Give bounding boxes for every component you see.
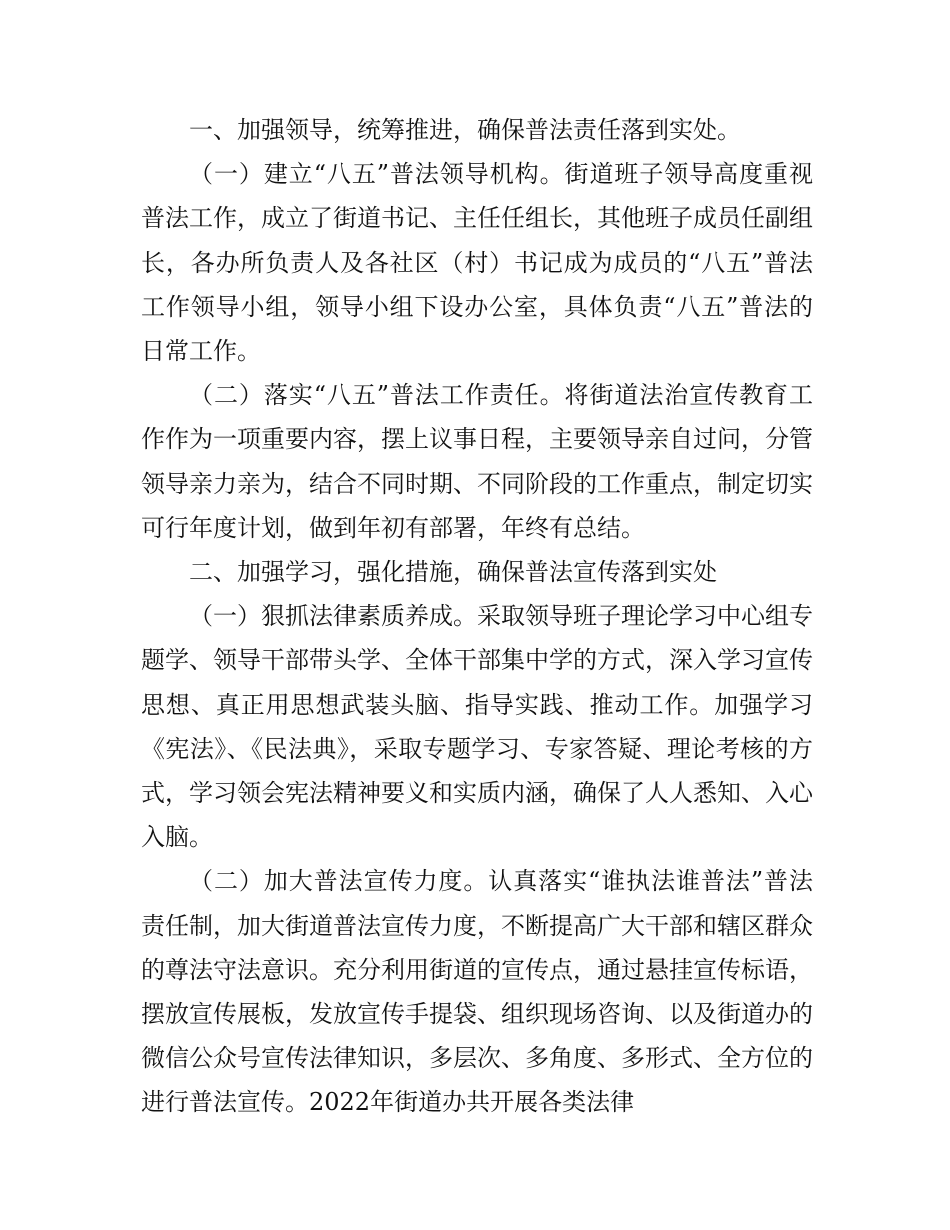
heading-section-2: 二、加强学习，强化措施，确保普法宣传落到实处 [189,558,717,587]
paragraph-1-2: （二）落实“八五”普法工作责任。将街道法治宣传教育工作作为一项重要内容，摆上议事日程，主要领导亲自过问，分管领导亲力亲为，结合不同时期、不同阶段的工作重点，制定切实可行年度计划，做到年初有部署，年终有总结。 [141,381,813,542]
document-body [141,108,813,1125]
paragraph-2-2: （二）加大普法宣传力度。认真落实“谁执法谁普法”普法责任制，加大街道普法宣传力度，不断提高广大干部和辖区群众的尊法守法意识。充分利用街道的宣传点，通过悬挂宣传标语，摆放宣传展板，发放宣传手提袋、组织现场咨询、以及街道办的微信公众号宣传法律知识，多层次、多角度、多形式、全方位的进行普法宣传。2022年街道办共开展各类法律 [141,867,813,1117]
paragraph-2-1: （一）狠抓法律素质养成。采取领导班子理论学习中心组专题学、领导干部带头学、全体干部集中学的方式，深入学习宣传思想、真正用思想武装头脑、指导实践、推动工作。加强学习《宪法》、《民法典》，采取专题学习、专家答疑、理论考核的方式，学习领会宪法精神要义和实质内涵，确保了人人悉知、入心入脑。 [141,602,813,852]
heading-section-1: 一、加强领导，统筹推进，确保普法责任落到实处。 [189,116,741,144]
paragraph-1-1: （一）建立“八五”普法领导机构。街道班子领导高度重视普法工作，成立了街道书记、主任任组长，其他班子成员任副组长，各办所负责人及各社区（村）书记成为成员的“八五”普法工作领导小组，领导小组下设办公室，具体负责“八五”普法的日常工作。 [141,160,813,366]
